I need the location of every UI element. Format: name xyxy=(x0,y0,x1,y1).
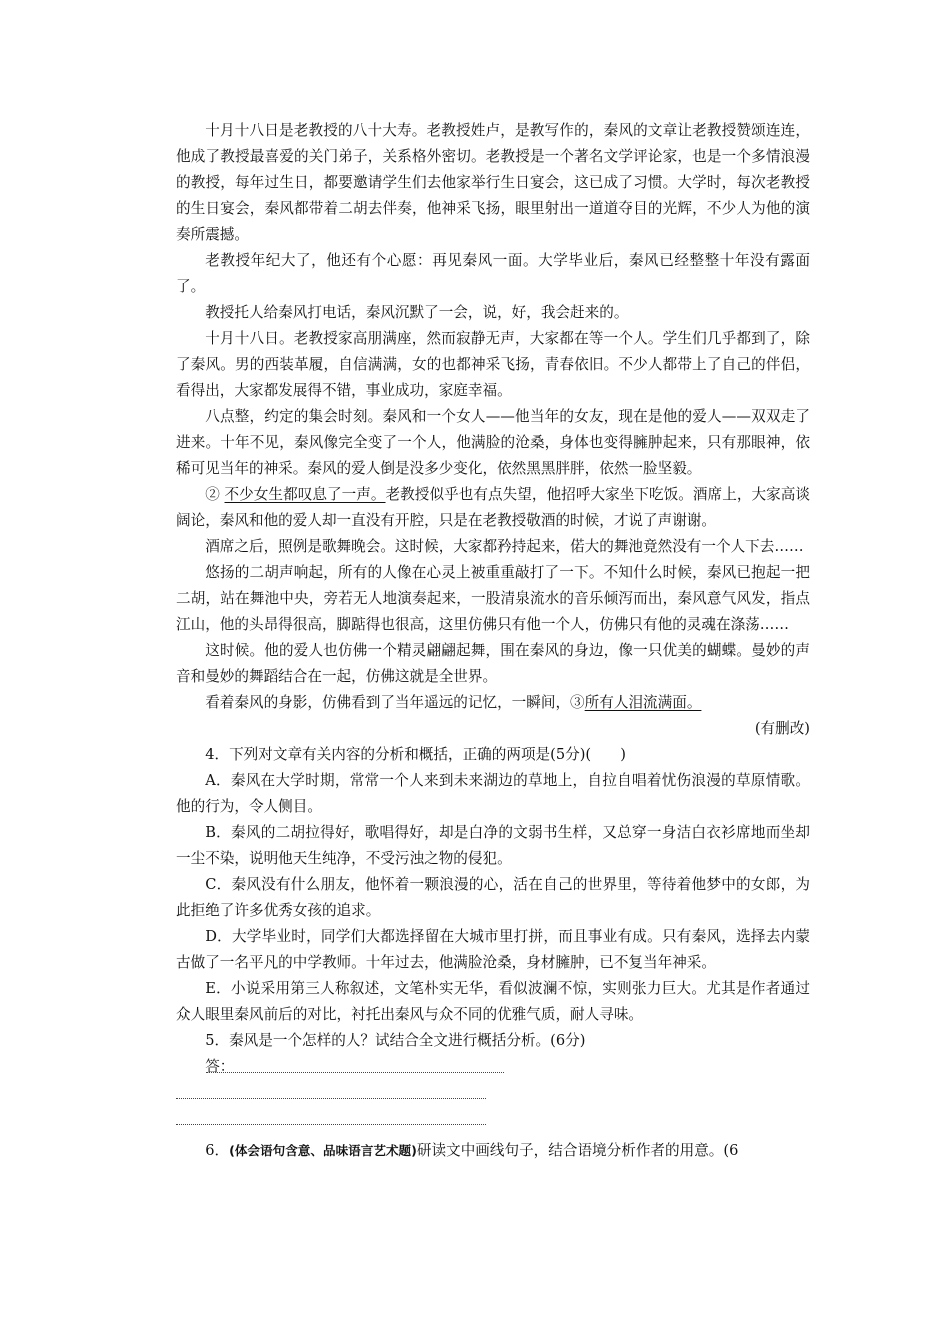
paragraph-6-text: 老教授似乎也有点失望，他招呼大家坐下吃饭。酒席上，大家高谈阔论，秦风和他的爱人却一直没有开腔，只是在老教授敬酒的时候，才说了声谢谢。 xyxy=(176,486,810,529)
story-paragraph-2: 老教授年纪大了，他还有个心愿：再见秦风一面。大学毕业后，秦风已经整整十年没有露面了。 xyxy=(176,252,810,295)
marker-2: ② xyxy=(205,486,220,503)
exam-page xyxy=(176,118,810,1164)
answer-dotted-line-1 xyxy=(206,1072,504,1073)
answer-line-2[interactable] xyxy=(176,1080,810,1106)
paragraph-10-text: 看着秦风的身影，仿佛看到了当年遥远的记忆，一瞬间， xyxy=(205,694,571,711)
question-4-option-e: E．小说采用第三人称叙述，文笔朴实无华，看似波澜不惊，实则张力巨大。尤其是作者通过众人眼里秦风前后的对比，衬托出秦风与众不同的优雅气质，耐人寻味。 xyxy=(176,980,810,1023)
question-6-number: 6． xyxy=(205,1142,230,1159)
story-paragraph-5: 八点整，约定的集会时刻。秦风和一个女人——他当年的女友，现在是他的爱人——双双走了进来。十年不见，秦风像完全变了一个人，他满脸的沧桑，身体也变得臃肿起来，只有那眼神，依稀可见当年的神采。秦风的爱人倒是没多少变化，依然黑黑胖胖，依然一脸坚毅。 xyxy=(176,408,810,477)
answer-dotted-line-3 xyxy=(176,1124,486,1125)
question-6-text: 研读文中画线句子，结合语境分析作者的用意。(6 xyxy=(416,1142,739,1159)
question-4-option-a: A．秦风在大学时期，常常一个人来到未来湖边的草地上，自拉自唱着忧伤浪漫的草原情歌。他的行为，令人侧目。 xyxy=(176,772,810,815)
story-paragraph-4: 十月十八日。老教授家高朋满座，然而寂静无声，大家都在等一个人。学生们几乎都到了，除了秦风。男的西装革履，自信满满，女的也都神采飞扬，青春依旧。不少人都带上了自己的伴侣，看得出，大家都发展得不错，事业成功，家庭幸福。 xyxy=(176,330,810,399)
source-note: (有删改) xyxy=(754,720,810,737)
story-paragraph-3: 教授托人给秦风打电话，秦风沉默了一会，说，好，我会赶来的。 xyxy=(205,304,629,321)
story-paragraph-1: 十月十八日是老教授的八十大寿。老教授姓卢，是教写作的，秦风的文章让老教授赞颂连连，他成了教授最喜爱的关门弟子，关系格外密切。老教授是一个著名文学评论家，也是一个多情浪漫的教授，每年过生日，都要邀请学生们去他家举行生日宴会，这已成了习惯。大学时，每次老教授的生日宴会，秦风都带着二胡去伴奏，他神采飞扬，眼里射出一道道夺目的光辉，不少人为他的演奏所震撼。 xyxy=(176,122,810,243)
question-4-option-d: D．大学毕业时，同学们大都选择留在大城市里打拼，而且事业有成。只有秦风，选择去内蒙古做了一名平凡的中学教师。十年过去，他满脸沧桑，身材臃肿，已不复当年神采。 xyxy=(176,928,810,971)
story-paragraph-8: 悠扬的二胡声响起，所有的人像在心灵上被重重敲打了一下。不知什么时候，秦风已抱起一把二胡，站在舞池中央，旁若无人地演奏起来，一股清泉流水的音乐倾泻而出，秦风意气风发，指点江山，他的头昂得很高，脚踮得也很高，这里仿佛只有他一个人，仿佛只有他的灵魂在涤荡…… xyxy=(176,564,810,633)
underlined-sentence-3: 所有人泪流满面。 xyxy=(584,694,702,711)
answer-line-1[interactable] xyxy=(176,1054,810,1080)
underlined-sentence-2: 不少女生都叹息了一声。 xyxy=(224,486,386,503)
story-paragraph-7: 酒席之后，照例是歌舞晚会。这时候，大家都矜持起来，偌大的舞池竟然没有一个人下去…… xyxy=(205,538,804,555)
story-paragraph-10 xyxy=(176,690,810,716)
marker-3: ③ xyxy=(570,694,585,711)
story-paragraph-9: 这时候。他的爱人也仿佛一个精灵翩翩起舞，围在秦风的身边，像一只优美的蝴蝶。曼妙的声音和曼妙的舞蹈结合在一起，仿佛这就是全世界。 xyxy=(176,642,810,685)
question-4-option-c: C．秦风没有什么朋友，他怀着一颗浪漫的心，活在自己的世界里，等待着他梦中的女郎，为此拒绝了许多优秀女孩的追求。 xyxy=(176,876,810,919)
question-6-stem xyxy=(176,1138,810,1164)
answer-label: 答： xyxy=(205,1058,235,1075)
question-5-stem: 5．秦风是一个怎样的人？试结合全文进行概括分析。(6分) xyxy=(205,1032,586,1049)
story-paragraph-6 xyxy=(176,482,810,534)
answer-line-3[interactable] xyxy=(176,1106,810,1132)
question-4-option-b: B．秦风的二胡拉得好，歌唱得好，却是白净的文弱书生样，又总穿一身洁白衣衫席地而坐却一尘不染，说明他天生纯净，不受污浊之物的侵犯。 xyxy=(176,824,810,867)
question-4-stem: 4．下列对文章有关内容的分析和概括，正确的两项是(5分)( ) xyxy=(205,746,626,763)
question-6-tag: (体会语句含意、品味语言艺术题) xyxy=(229,1143,417,1158)
answer-dotted-line-2 xyxy=(176,1098,486,1099)
